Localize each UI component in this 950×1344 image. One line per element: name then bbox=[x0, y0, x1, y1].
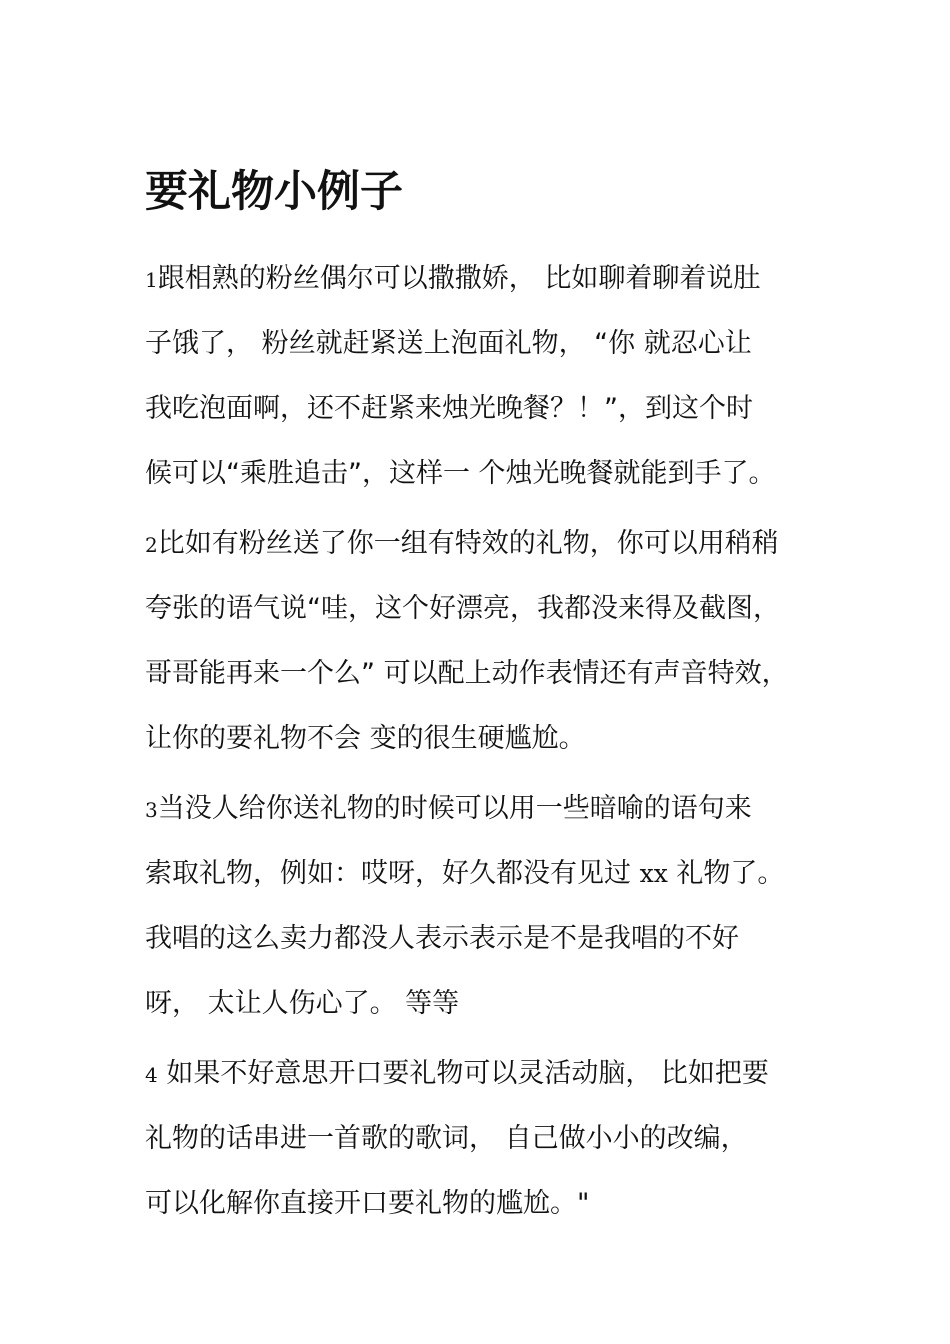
item-3-line-2: 索取礼物，例如：哎呀，好久都没有见过 xx 礼物了。 bbox=[145, 858, 785, 889]
item-3-number: 3 bbox=[145, 798, 158, 822]
item-1-line-4: 候可以“乘胜追击”，这样一 个烛光晚餐就能到手了。 bbox=[145, 458, 776, 489]
item-3-latin-word: xx bbox=[639, 859, 668, 888]
item-1-line-2: 子饿了， 粉丝就赶紧送上泡面礼物， “你 就忍心让 bbox=[145, 328, 752, 359]
item-2-line-1: 2比如有粉丝送了你一组有特效的礼物，你可以用稍稍 bbox=[145, 528, 779, 559]
item-2-number: 2 bbox=[145, 533, 158, 557]
item-3-line-3: 我唱的这么卖力都没人表示表示是不是我唱的不好 bbox=[145, 923, 739, 954]
item-2-line-4: 让你的要礼物不会 变的很生硬尴尬。 bbox=[145, 723, 586, 754]
document-page bbox=[145, 0, 835, 1344]
item-4-line-3: 可以化解你直接开口要礼物的尴尬。" bbox=[145, 1188, 590, 1219]
item-2-line-3: 哥哥能再来一个么” 可以配上动作表情还有声音特效， bbox=[145, 658, 789, 689]
item-2-line-2: 夸张的语气说“哇，这个好漂亮，我都没来得及截图， bbox=[145, 593, 780, 624]
document-title: 要礼物小例子 bbox=[145, 167, 403, 217]
item-1-line-1: 1跟相熟的粉丝偶尔可以撒撒娇， 比如聊着聊着说肚 bbox=[145, 263, 761, 294]
item-4-number: 4 bbox=[145, 1063, 158, 1087]
item-1-number: 1 bbox=[145, 268, 158, 292]
item-3-line-4: 呀， 太让人伤心了。 等等 bbox=[145, 988, 460, 1019]
item-4-line-1: 4 如果不好意思开口要礼物可以灵活动脑， 比如把要 bbox=[145, 1058, 769, 1089]
item-4-line-2: 礼物的话串进一首歌的歌词， 自己做小小的改编， bbox=[145, 1123, 748, 1154]
item-3-line-1: 3当没人给你送礼物的时候可以用一些暗喻的语句来 bbox=[145, 793, 752, 824]
item-1-line-3: 我吃泡面啊，还不赶紧来烛光晚餐？！”，到这个时 bbox=[145, 393, 753, 424]
